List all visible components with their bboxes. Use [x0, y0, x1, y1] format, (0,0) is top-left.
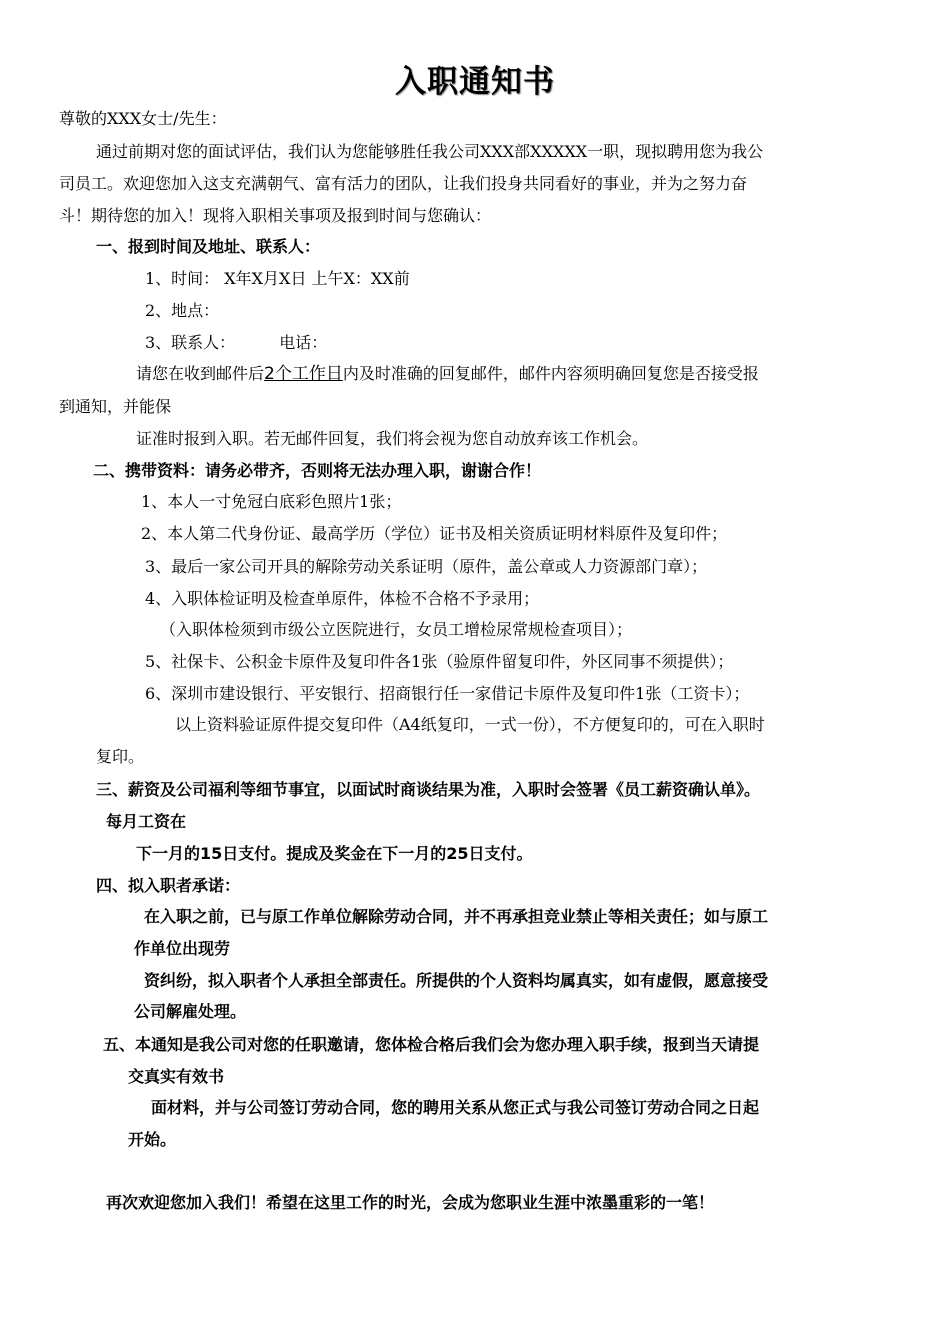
closing-message: 再次欢迎您加入我们！希望在这里工作的时光，会成为您职业生涯中浓墨重彩的一笔！: [106, 1193, 715, 1212]
contact-row: [145, 332, 327, 354]
report-time: 1、时间： X年X月X日 上午X：XX前: [145, 269, 410, 288]
documents-note-line-1: 以上资料验证原件提交复印件（A4纸复印，一式一份），不方便复印的，可在入职时: [175, 715, 765, 734]
phone-label: 电话：: [279, 333, 328, 352]
section-4-line-2: 作单位出现劳: [134, 939, 231, 958]
section-3-line-2: 每月工资在: [106, 812, 187, 831]
reply-text-after: 内及时准确的回复邮件，邮件内容须明确回复您是否接受报: [342, 364, 759, 383]
reply-line-3: 证准时报到入职。若无邮件回复，我们将会视为您自动放弃该工作机会。: [136, 429, 649, 448]
reply-deadline-emphasis: 2个工作日: [264, 364, 343, 384]
section-3-line-3: 下一月的15日支付。提成及奖金在下一月的25日支付。: [136, 844, 533, 863]
section-5-line-2: 交真实有效书: [128, 1067, 225, 1086]
reply-instruction: [136, 363, 759, 385]
document-item: 4、入职体检证明及检查单原件，体检不合格不予录用；: [145, 589, 540, 608]
document-item: 1、本人一寸免冠白底彩色照片1张；: [141, 492, 402, 511]
report-place: 2、地点：: [145, 301, 220, 320]
section-4-heading: 四、拟入职者承诺：: [96, 876, 241, 895]
section-4-line-3: 资纠纷，拟入职者个人承担全部责任。所提供的个人资料均属真实，如有虚假，愿意接受: [144, 971, 769, 990]
document-item: 2、本人第二代身份证、最高学历（学位）证书及相关资质证明材料原件及复印件；: [141, 524, 728, 543]
document-item: 6、深圳市建设银行、平安银行、招商银行任一家借记卡原件及复印件1张（工资卡）；: [145, 684, 750, 703]
intro-line-2: 司员工。欢迎您加入这支充满朝气、富有活力的团队，让我们投身共同看好的事业，并为之努力奋: [59, 174, 748, 193]
document-item: 3、最后一家公司开具的解除劳动关系证明（原件，盖公章或人力资源部门章）；: [145, 557, 708, 576]
section-4-line-1: 在入职之前，已与原工作单位解除劳动合同，并不再承担竞业禁止等相关责任；如与原工: [144, 907, 769, 926]
reply-line-2: 到通知，并能保: [59, 397, 172, 416]
page-title: 入职通知书: [395, 64, 555, 100]
section-5-line-1: 五、本通知是我公司对您的任职邀请，您体检合格后我们会为您办理入职手续，报到当天请提: [103, 1035, 760, 1054]
document-item-note: （入职体检须到市级公立医院进行，女员工增检尿常规检查项目）；: [160, 620, 633, 639]
documents-note-line-2: 复印。: [96, 747, 145, 766]
section-2-heading: 二、携带资料：请务必带齐，否则将无法办理入职，谢谢合作！: [93, 461, 542, 480]
intro-line-1: 通过前期对您的面试评估，我们认为您能够胜任我公司XXX部XXXXX一职，现拟聘用您为我公: [96, 142, 764, 161]
greeting: 尊敬的XXX女士/先生：: [59, 109, 227, 128]
contact-label: 3、联系人：: [145, 333, 236, 352]
section-5-line-4: 开始。: [128, 1130, 177, 1149]
section-1-heading: 一、报到时间及地址、联系人：: [96, 237, 321, 256]
section-4-line-4: 公司解雇处理。: [134, 1002, 247, 1021]
document-item: 5、社保卡、公积金卡原件及复印件各1张（验原件留复印件，外区同事不须提供）；: [145, 652, 734, 671]
section-5-line-3: 面材料，并与公司签订劳动合同，您的聘用关系从您正式与我公司签订劳动合同之日起: [151, 1098, 760, 1117]
intro-line-3: 斗！期待您的加入！现将入职相关事项及报到时间与您确认：: [59, 206, 492, 225]
section-3-line-1: 三、薪资及公司福利等细节事宜，以面试时商谈结果为准，入职时会签署《员工薪资确认单》。: [96, 780, 761, 799]
reply-text-before: 请您在收到邮件后: [136, 364, 265, 383]
